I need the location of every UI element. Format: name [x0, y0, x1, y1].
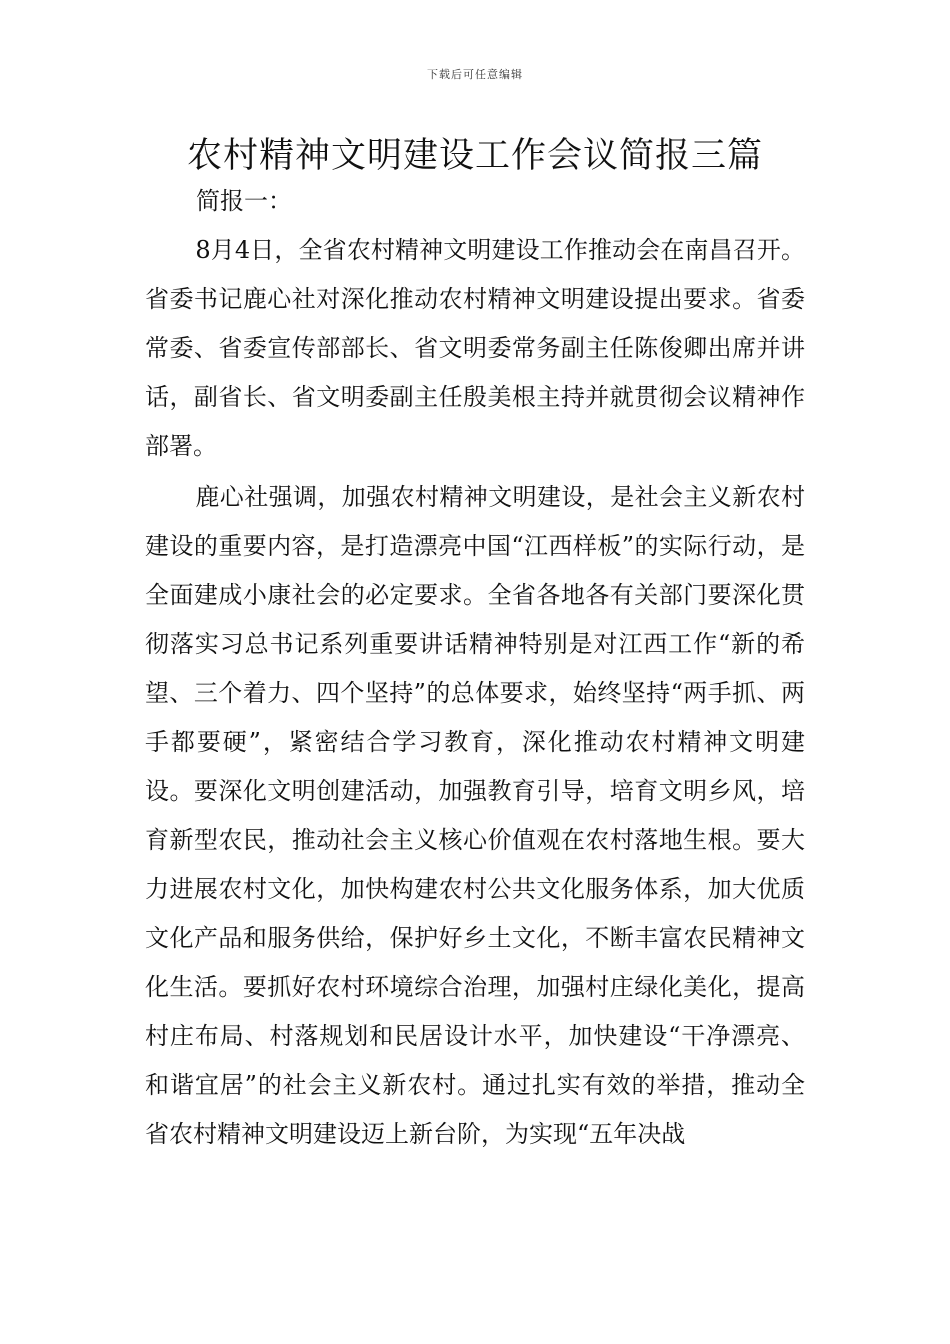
paragraph-1: 8月4日，全省农村精神文明建设工作推动会在南昌召开。省委书记鹿心社对深化推动农村精神文明建设提出要求。省委常委、省委宣传部部长、省文明委常务副主任陈俊卿出席并讲话，副省长、省文明委副主任殷美根主持并就贯彻会议精神作部署。	[145, 236, 805, 460]
section-subheading: 简报一：	[196, 187, 292, 215]
header-note: 下载后可任意编辑	[427, 68, 523, 81]
paragraph-2: 鹿心社强调，加强农村精神文明建设，是社会主义新农村建设的重要内容，是打造漂亮中国“江西样板”的实际行动，是全面建成小康社会的必定要求。全省各地各有关部门要深化贯彻落实习总书记系列重要讲话精神特别是对江西工作“新的希望、三个着力、四个坚持”的总体要求，始终坚持“两手抓、两手都要硬”，紧密结合学习教育，深化推动农村精神文明建设。要深化文明创建活动，加强教育引导，培育文明乡风，培育新型农民，推动社会主义核心价值观在农村落地生根。要大力进展农村文化，加快构建农村公共文化服务体系，加大优质文化产品和服务供给，保护好乡土文化，不断丰富农民精神文化生活。要抓好农村环境综合治理，加强村庄绿化美化，提高村庄布局、村落规划和民居设计水平，加快建设“干净漂亮、和谐宜居”的社会主义新农村。通过扎实有效的举措，推动全省农村精神文明建设迈上新台阶，为实现“五年决战	[145, 483, 805, 1148]
body-text	[145, 226, 805, 1161]
document-title: 农村精神文明建设工作会议简报三篇	[186, 136, 763, 176]
